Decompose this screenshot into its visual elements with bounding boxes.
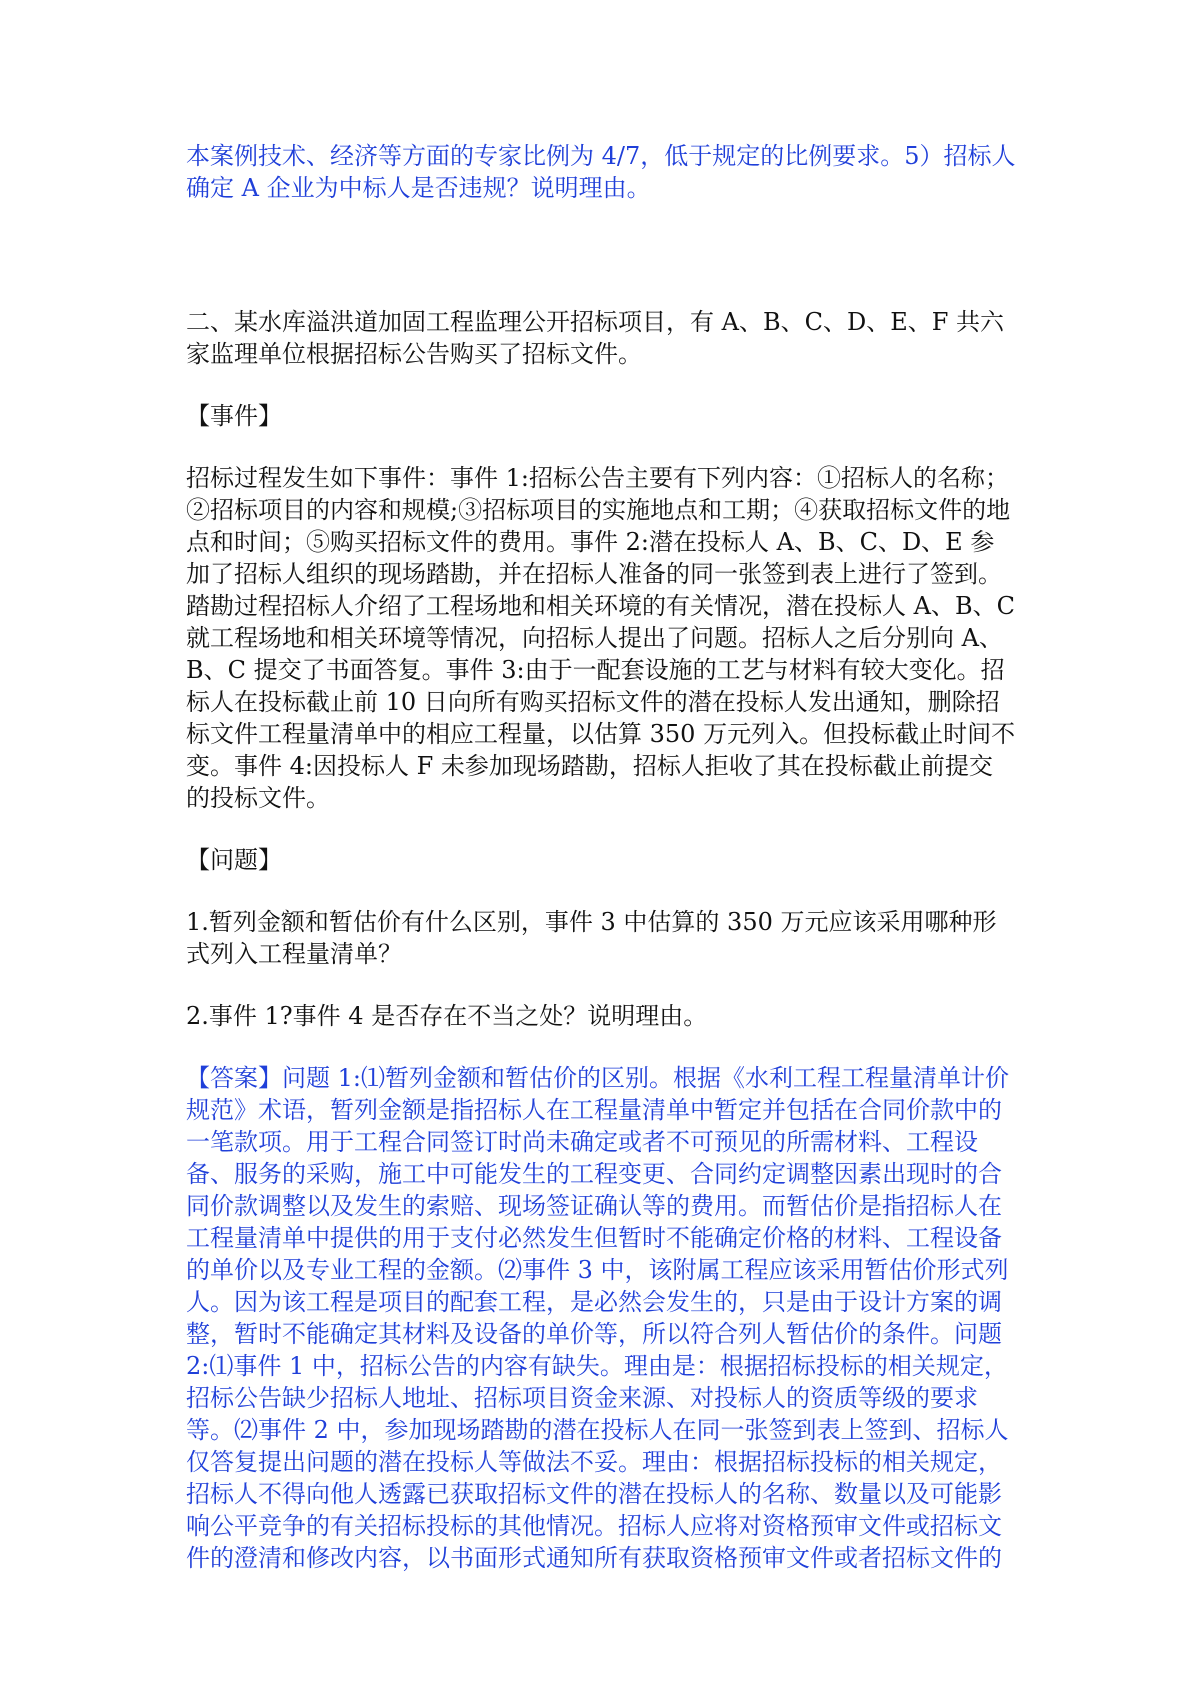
- question-1: 1.暂列金额和暂估价有什么区别，事件 3 中估算的 350 万元应该采用哪种形式列入工程量清单？: [186, 908, 997, 968]
- events-paragraph: 招标过程发生如下事件：事件 1:招标公告主要有下列内容：①招标人的名称；②招标项目的内容和规模;③招标项目的实施地点和工期；④获取招标文件的地点和时间；⑤购买招标文件的费用。事件 2:潜在投标人 A、B、C、D、E 参加了招标人组织的现场踏勘，并在招标人准备的同一张签到表上进行了签到。踏勘过程招标人介绍了工程场地和相关环境的有关情况，潜在投标人 A、B、C 就工程场地和相关环境等情况，向招标人提出了问题。招标人之后分别向 A、B、C 提交了书面答复。事件 3:由于一配套设施的工艺与材料有较大变化。招标人在投标截止前 10 日向所有购买招标文件的潜在投标人发出通知，删除招标文件工程量清单中的相应工程量，以估算 350 万元列入。但投标截止时间不变。事件 4:因投标人 F 未参加现场踏勘，招标人拒收了其在投标截止前提交的投标文件。: [186, 464, 1016, 812]
- question-2: 2.事件 1?事件 4 是否存在不当之处？说明理由。: [186, 1002, 708, 1030]
- answer-label: 【答案】: [186, 1064, 282, 1092]
- intro-answer-paragraph: 本案例技术、经济等方面的专家比例为 4/7，低于规定的比例要求。5）招标人确定 A 企业为中标人是否违规？说明理由。: [186, 142, 1016, 202]
- questions-heading: 【问题】: [186, 846, 282, 874]
- answer-paragraph: [186, 1062, 1016, 1574]
- document-body: [186, 140, 1016, 1574]
- events-heading: 【事件】: [186, 402, 282, 430]
- case-two-title-paragraph: 二、某水库溢洪道加固工程监理公开招标项目，有 A、B、C、D、E、F 共六家监理单位根据招标公告购买了招标文件。: [186, 308, 1005, 368]
- answer-text: 问题 1:⑴暂列金额和暂估价的区别。根据《水利工程工程量清单计价规范》术语，暂列金额是指招标人在工程量清单中暂定并包括在合同价款中的一笔款项。用于工程合同签订时尚未确定或者不可预见的所需材料、工程设备、服务的采购，施工中可能发生的工程变更、合同约定调整因素出现时的合同价款调整以及发生的索赔、现场签证确认等的费用。而暂估价是指招标人在工程量清单中提供的用于支付必然发生但暂时不能确定价格的材料、工程设备的单价以及专业工程的金额。⑵事件 3 中，该附属工程应该采用暂估价形式列人。因为该工程是项目的配套工程，是必然会发生的，只是由于设计方案的调整，暂时不能确定其材料及设备的单价等，所以符合列人暂估价的条件。问题 2:⑴事件 1 中，招标公告的内容有缺失。理由是：根据招标投标的相关规定，招标公告缺少招标人地址、招标项目资金来源、对投标人的资质等级的要求等。⑵事件 2 中，参加现场踏勘的潜在投标人在同一张签到表上签到、招标人仅答复提出问题的潜在投标人等做法不妥。理由：根据招标投标的相关规定，招标人不得向他人透露已获取招标文件的潜在投标人的名称、数量以及可能影响公平竞争的有关招标投标的其他情况。招标人应将对资格预审文件或招标文件的澄清和修改内容，以书面形式通知所有获取资格预审文件或者招标文件的: [186, 1064, 1009, 1572]
